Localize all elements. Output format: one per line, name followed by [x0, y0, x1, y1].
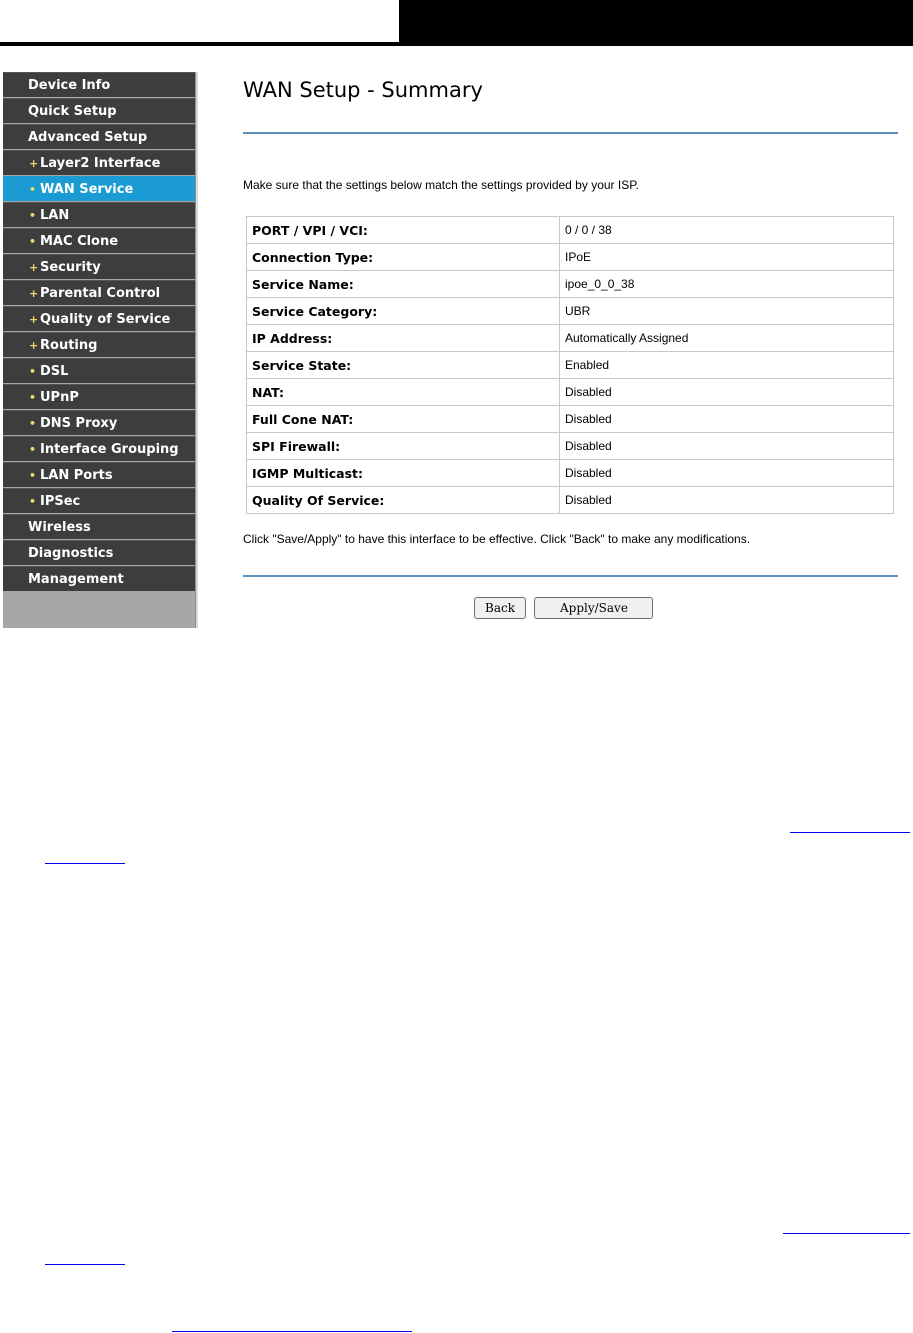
table-row	[247, 379, 894, 406]
sidebar-item-layer2-interface[interactable]	[3, 150, 195, 175]
row-key: IGMP Multicast:	[247, 460, 560, 487]
sidebar-item-label: Device Info	[28, 78, 111, 93]
row-value: Disabled	[560, 460, 894, 487]
sidebar-item-upnp[interactable]	[3, 384, 195, 409]
table-row	[247, 460, 894, 487]
row-key: SPI Firewall:	[247, 433, 560, 460]
table-row	[247, 406, 894, 433]
row-value: Automatically Assigned	[560, 325, 894, 352]
sidebar-item-label: WAN Service	[40, 182, 134, 197]
row-value: Enabled	[560, 352, 894, 379]
sidebar-divider	[195, 72, 198, 628]
sidebar-item-label: LAN Ports	[40, 468, 113, 483]
sidebar-item-wireless[interactable]	[3, 514, 195, 539]
sidebar-item-advanced-setup[interactable]	[3, 124, 195, 149]
sidebar-item-label: MAC Clone	[40, 234, 119, 249]
sidebar-item-security[interactable]	[3, 254, 195, 279]
bullet-dot-icon: •	[29, 443, 37, 456]
bullet-dot-icon: •	[29, 209, 37, 222]
table-row	[247, 244, 894, 271]
title-divider	[243, 132, 898, 134]
footer-divider	[243, 575, 898, 577]
back-button[interactable]: Back	[474, 597, 526, 619]
row-value: ipoe_0_0_38	[560, 271, 894, 298]
sidebar-item-wan-service[interactable]	[3, 176, 195, 201]
sidebar-item-label: Security	[40, 260, 101, 275]
sidebar-item-label: DNS Proxy	[40, 416, 118, 431]
row-value: 0 / 0 / 38	[560, 217, 894, 244]
table-row	[247, 217, 894, 244]
row-key: PORT / VPI / VCI:	[247, 217, 560, 244]
expand-plus-icon: +	[29, 313, 39, 326]
sidebar-item-ipsec[interactable]	[3, 488, 195, 513]
sidebar-item-label: Management	[28, 572, 124, 587]
sidebar-item-label: DSL	[40, 364, 69, 379]
doc-link-underline[interactable]	[172, 1331, 412, 1332]
table-row	[247, 487, 894, 514]
row-value: Disabled	[560, 406, 894, 433]
sidebar-item-label: Interface Grouping	[40, 442, 179, 457]
row-value: UBR	[560, 298, 894, 325]
sidebar-item-label: Advanced Setup	[28, 130, 148, 145]
row-key: Quality Of Service:	[247, 487, 560, 514]
sidebar-item-label: UPnP	[40, 390, 79, 405]
doc-link-underline[interactable]	[783, 1233, 910, 1234]
sidebar-item-label: Layer2 Interface	[40, 156, 161, 171]
bullet-dot-icon: •	[29, 417, 37, 430]
row-key: Service State:	[247, 352, 560, 379]
page-title: WAN Setup - Summary	[243, 78, 483, 102]
doc-link-underline[interactable]	[45, 863, 125, 864]
apply-save-button[interactable]: Apply/Save	[534, 597, 653, 619]
row-value: Disabled	[560, 379, 894, 406]
sidebar-item-label: Quick Setup	[28, 104, 117, 119]
sidebar-item-management[interactable]	[3, 566, 195, 591]
bullet-dot-icon: •	[29, 235, 37, 248]
row-value: Disabled	[560, 487, 894, 514]
row-key: Full Cone NAT:	[247, 406, 560, 433]
sidebar-item-parental-control[interactable]	[3, 280, 195, 305]
page-header-rule	[0, 42, 913, 46]
sidebar-item-routing[interactable]	[3, 332, 195, 357]
intro-text: Make sure that the settings below match the settings provided by your ISP.	[243, 178, 639, 192]
doc-link-underline[interactable]	[45, 1264, 125, 1265]
row-key: NAT:	[247, 379, 560, 406]
expand-plus-icon: +	[29, 287, 39, 300]
bullet-dot-icon: •	[29, 365, 37, 378]
sidebar-item-label: Wireless	[28, 520, 91, 535]
sidebar-item-mac-clone[interactable]	[3, 228, 195, 253]
summary-table	[246, 216, 894, 514]
footer-note: Click "Save/Apply" to have this interface to be effective. Click "Back" to make any modifications.	[243, 532, 751, 546]
router-ui-screenshot	[3, 72, 913, 628]
sidebar-item-dsl[interactable]	[3, 358, 195, 383]
sidebar-menu	[3, 72, 195, 591]
row-key: Connection Type:	[247, 244, 560, 271]
row-key: IP Address:	[247, 325, 560, 352]
expand-plus-icon: +	[29, 339, 39, 352]
table-row	[247, 433, 894, 460]
bullet-dot-icon: •	[29, 391, 37, 404]
row-key: Service Name:	[247, 271, 560, 298]
doc-link-underline[interactable]	[790, 832, 910, 833]
sidebar-item-label: Routing	[40, 338, 98, 353]
sidebar	[3, 72, 195, 628]
sidebar-item-lan[interactable]	[3, 202, 195, 227]
sidebar-item-label: Quality of Service	[40, 312, 171, 327]
button-row	[474, 597, 657, 619]
row-value: IPoE	[560, 244, 894, 271]
table-row	[247, 325, 894, 352]
expand-plus-icon: +	[29, 261, 39, 274]
sidebar-item-dns-proxy[interactable]	[3, 410, 195, 435]
sidebar-item-device-info[interactable]	[3, 72, 195, 97]
main-panel	[241, 72, 901, 628]
table-row	[247, 298, 894, 325]
sidebar-item-quality-of-service[interactable]	[3, 306, 195, 331]
sidebar-item-label: Diagnostics	[28, 546, 114, 561]
sidebar-item-quick-setup[interactable]	[3, 98, 195, 123]
table-row	[247, 352, 894, 379]
sidebar-item-label: IPSec	[40, 494, 81, 509]
row-value: Disabled	[560, 433, 894, 460]
sidebar-item-diagnostics[interactable]	[3, 540, 195, 565]
bullet-dot-icon: •	[29, 495, 37, 508]
sidebar-item-label: Parental Control	[40, 286, 161, 301]
sidebar-item-label: LAN	[40, 208, 70, 223]
sidebar-item-lan-ports[interactable]	[3, 462, 195, 487]
row-key: Service Category:	[247, 298, 560, 325]
sidebar-item-interface-grouping[interactable]	[3, 436, 195, 461]
page-header-bar	[399, 0, 913, 42]
expand-plus-icon: +	[29, 157, 39, 170]
bullet-dot-icon: •	[29, 469, 37, 482]
table-row	[247, 271, 894, 298]
bullet-dot-icon: •	[29, 183, 37, 196]
